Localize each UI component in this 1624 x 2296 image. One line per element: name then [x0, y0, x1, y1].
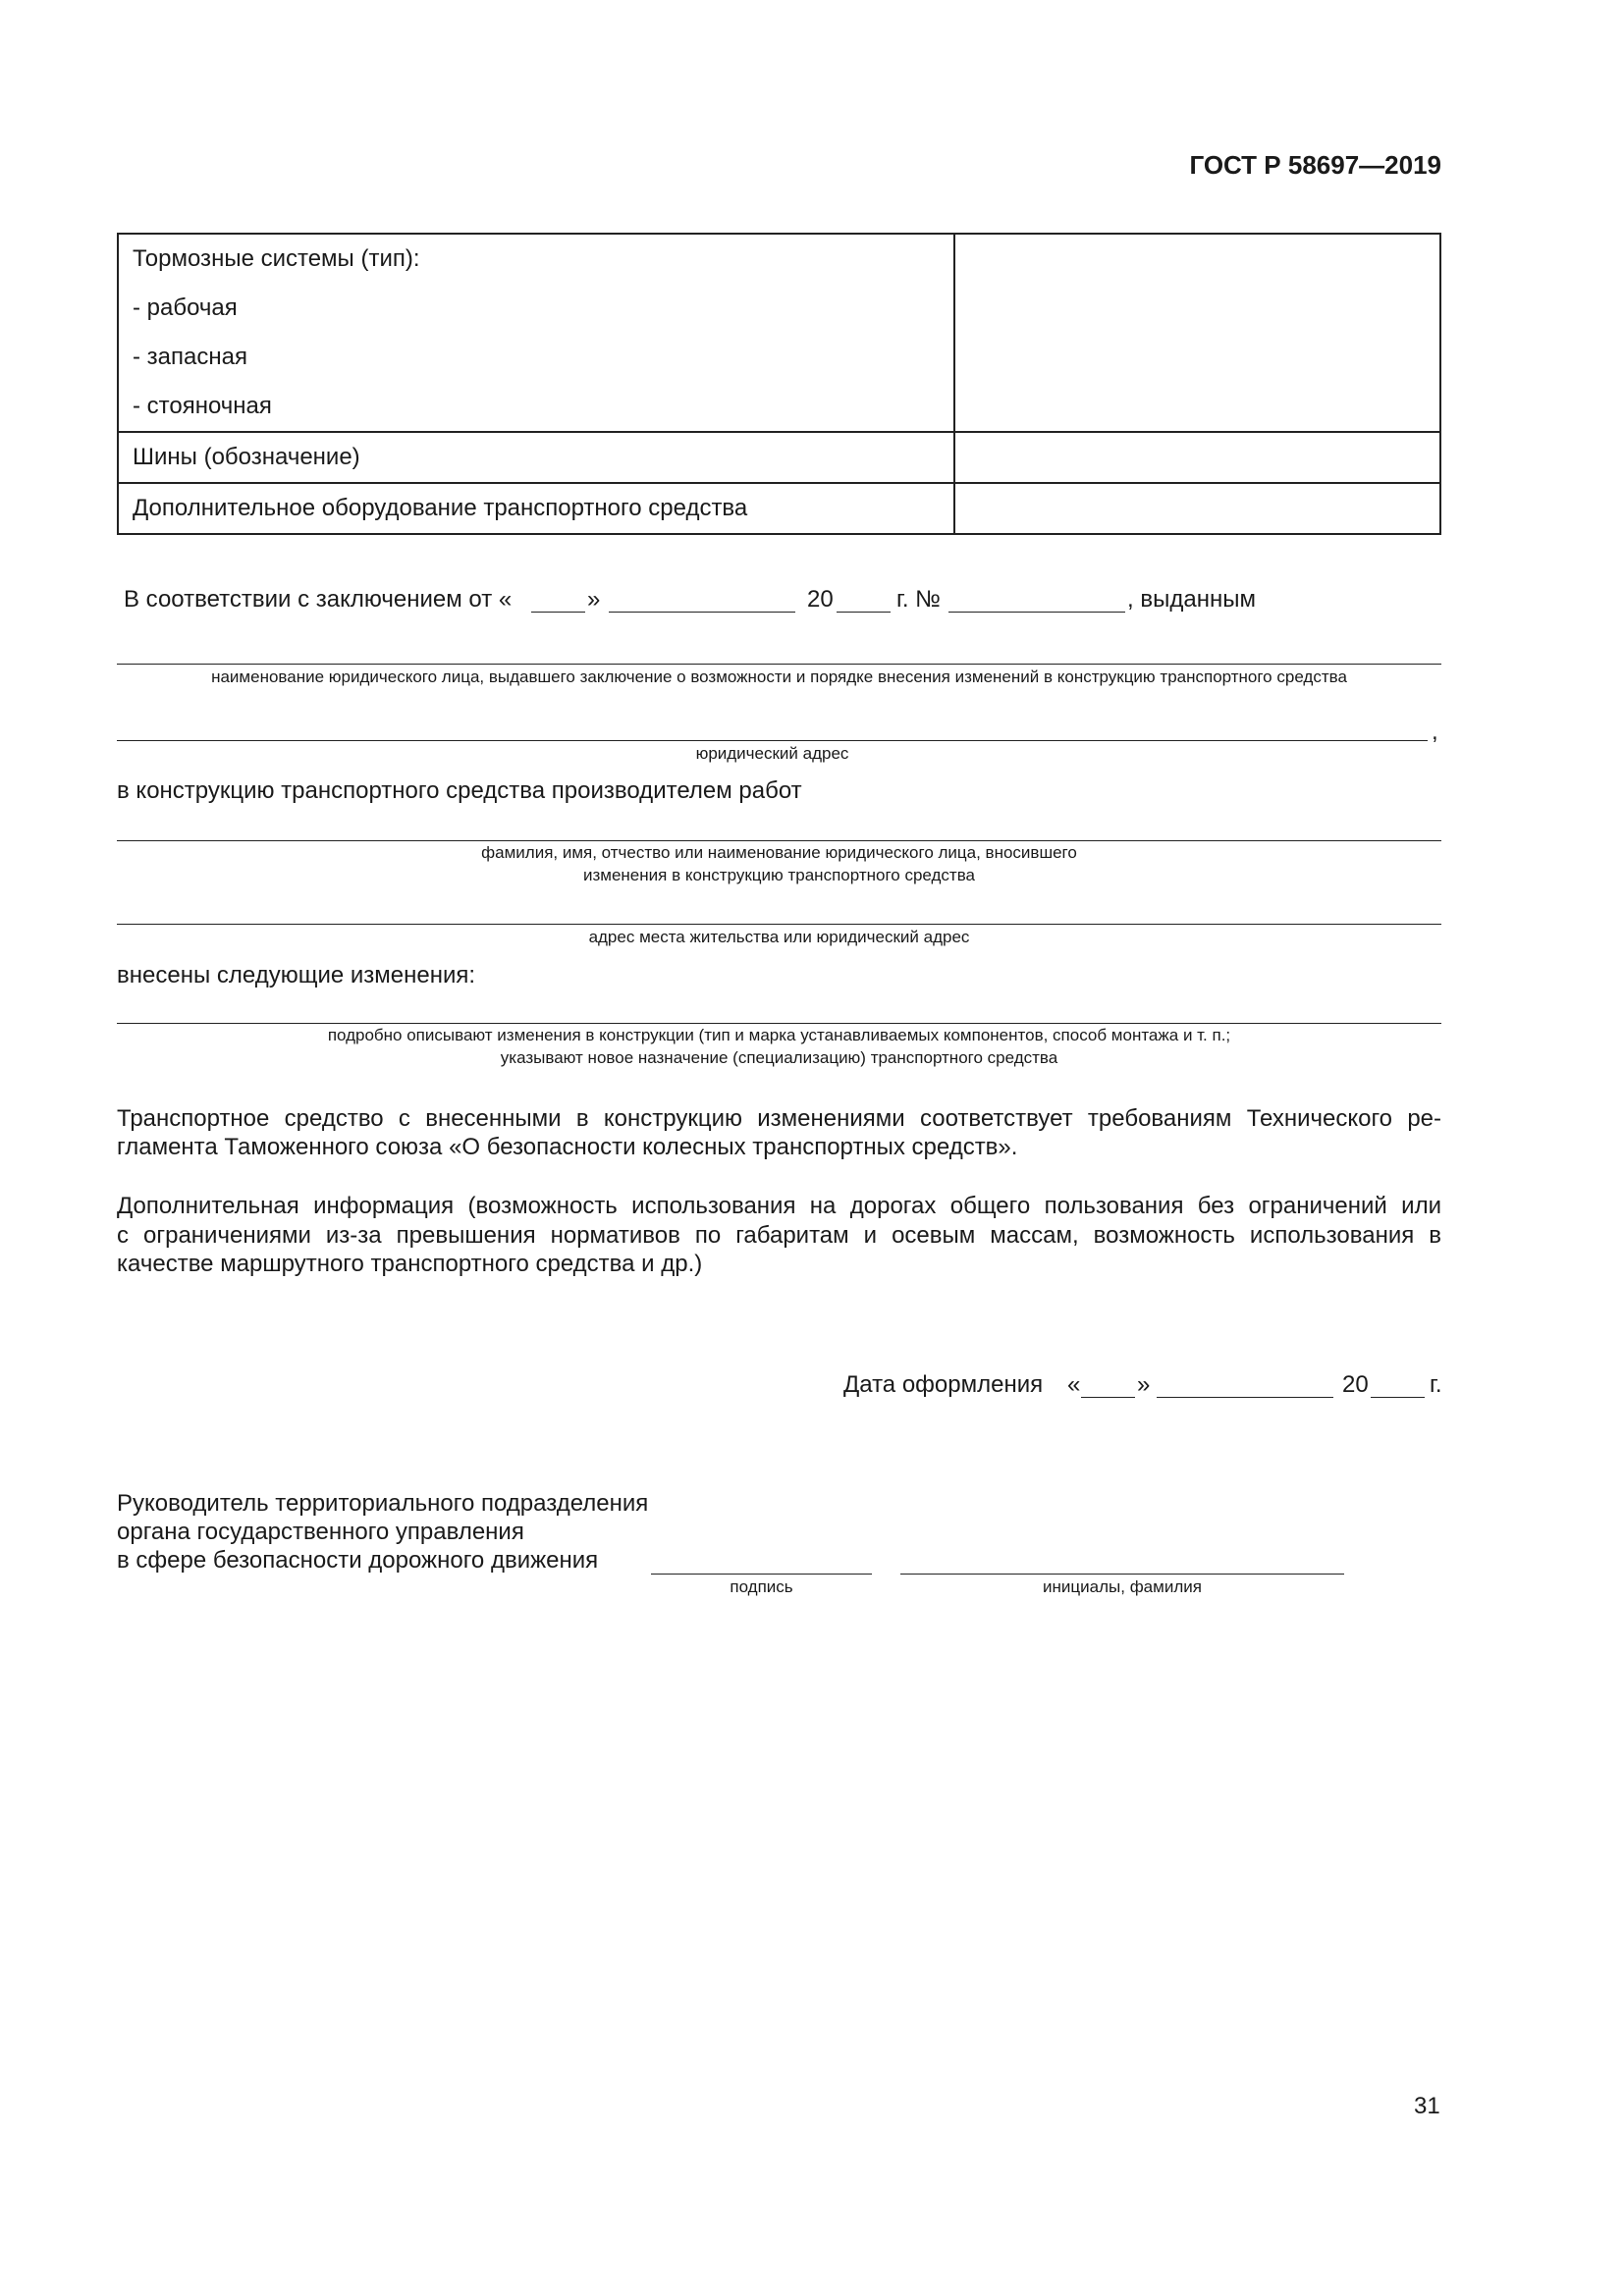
compliance-line-1: Транспортное средство с внесенными в конструкцию изменениями соответствует требованиям Технического ре-	[117, 1105, 1441, 1132]
legal-address-line[interactable]	[117, 740, 1428, 741]
date-open-quote: «	[1067, 1371, 1081, 1398]
extra-equipment-value-cell[interactable]	[954, 483, 1440, 534]
additional-line-3: качестве маршрутного транспортного средства и др.)	[117, 1251, 703, 1277]
manufacturer-caption-1: фамилия, имя, отчество или наименование юридического лица, вносившего	[481, 843, 1077, 862]
date-month-blank[interactable]	[1157, 1397, 1333, 1398]
extra-equipment-row	[118, 483, 1440, 534]
brakes-item-spare: - запасная	[133, 344, 247, 370]
vehicle-spec-table	[117, 233, 1441, 535]
conclusion-part1: В соответствии с заключением от «	[124, 586, 513, 613]
initials-caption: инициалы, фамилия	[1043, 1577, 1202, 1596]
compliance-line-2: гламента Таможенного союза «О безопасности колесных транспортных средств».	[117, 1134, 1018, 1160]
conclusion-part2: »	[587, 586, 601, 613]
conclusion-number-label: г. №	[896, 586, 941, 613]
tires-label: Шины (обозначение)	[118, 432, 954, 483]
brakes-row	[118, 234, 1440, 432]
legal-entity-caption: наименование юридического лица, выдавшего заключение о возможности и порядке внесения изменений в конструкцию транспортного средства	[211, 667, 1347, 686]
extra-equipment-label: Дополнительное оборудование транспортного средства	[118, 483, 954, 534]
additional-line-1: Дополнительная информация (возможность использования на дорогах общего пользования без ограничений или	[117, 1193, 1441, 1219]
conclusion-issued: , выданным	[1127, 586, 1256, 613]
changes-caption-2: указывают новое назначение (специализацию) транспортного средства	[500, 1048, 1058, 1067]
date-year-prefix: 20	[1342, 1371, 1369, 1398]
conclusion-day-blank[interactable]	[531, 612, 585, 613]
legal-entity-line[interactable]	[117, 664, 1441, 665]
tires-row	[118, 432, 1440, 483]
page-number: 31	[1414, 2093, 1440, 2119]
manufacturer-caption-2: изменения в конструкцию транспортного средства	[582, 866, 975, 884]
date-close-quote: »	[1137, 1371, 1151, 1398]
conclusion-month-blank[interactable]	[609, 612, 795, 613]
conclusion-number-blank[interactable]	[948, 612, 1125, 613]
residence-address-caption: адрес места жительства или юридический адрес	[588, 928, 970, 946]
signatory-line-2: органа государственного управления	[117, 1519, 524, 1545]
conclusion-year-prefix: 20	[807, 586, 834, 613]
brakes-title: Тормозные системы (тип):	[133, 245, 420, 272]
manufacturer-line[interactable]	[117, 840, 1441, 841]
legal-address-comma: ,	[1432, 719, 1438, 745]
changes-caption-1: подробно описывают изменения в конструкции (тип и марка устанавливаемых компонентов, способ монтажа и т. п.;	[327, 1026, 1231, 1044]
date-day-blank[interactable]	[1081, 1397, 1135, 1398]
conclusion-year-blank[interactable]	[837, 612, 891, 613]
signatory-line-1: Руководитель территориального подразделения	[117, 1490, 649, 1517]
date-label: Дата оформления	[843, 1371, 1044, 1398]
signature-line[interactable]	[651, 1574, 872, 1575]
signature-caption: подпись	[730, 1577, 793, 1596]
document-id: ГОСТ Р 58697—2019	[1189, 150, 1441, 180]
date-year-suffix: г.	[1430, 1371, 1442, 1398]
changes-made-text: внесены следующие изменения:	[117, 962, 476, 988]
legal-address-caption: юридический адрес	[695, 744, 849, 763]
changes-line[interactable]	[117, 1023, 1441, 1024]
brakes-value-cell[interactable]	[954, 234, 1440, 432]
tires-value-cell[interactable]	[954, 432, 1440, 483]
brakes-label-cell	[118, 234, 954, 432]
brakes-item-parking: - стояночная	[133, 393, 272, 419]
date-year-blank[interactable]	[1371, 1397, 1425, 1398]
initials-line[interactable]	[900, 1574, 1344, 1575]
brakes-item-service: - рабочая	[133, 294, 238, 321]
residence-address-line[interactable]	[117, 924, 1441, 925]
signatory-line-3: в сфере безопасности дорожного движения	[117, 1547, 599, 1574]
into-construction-text: в конструкцию транспортного средства производителем работ	[117, 777, 802, 804]
additional-line-2: с ограничениями из-за превышения нормативов по габаритам и осевым массам, возможность использования в	[117, 1222, 1441, 1249]
